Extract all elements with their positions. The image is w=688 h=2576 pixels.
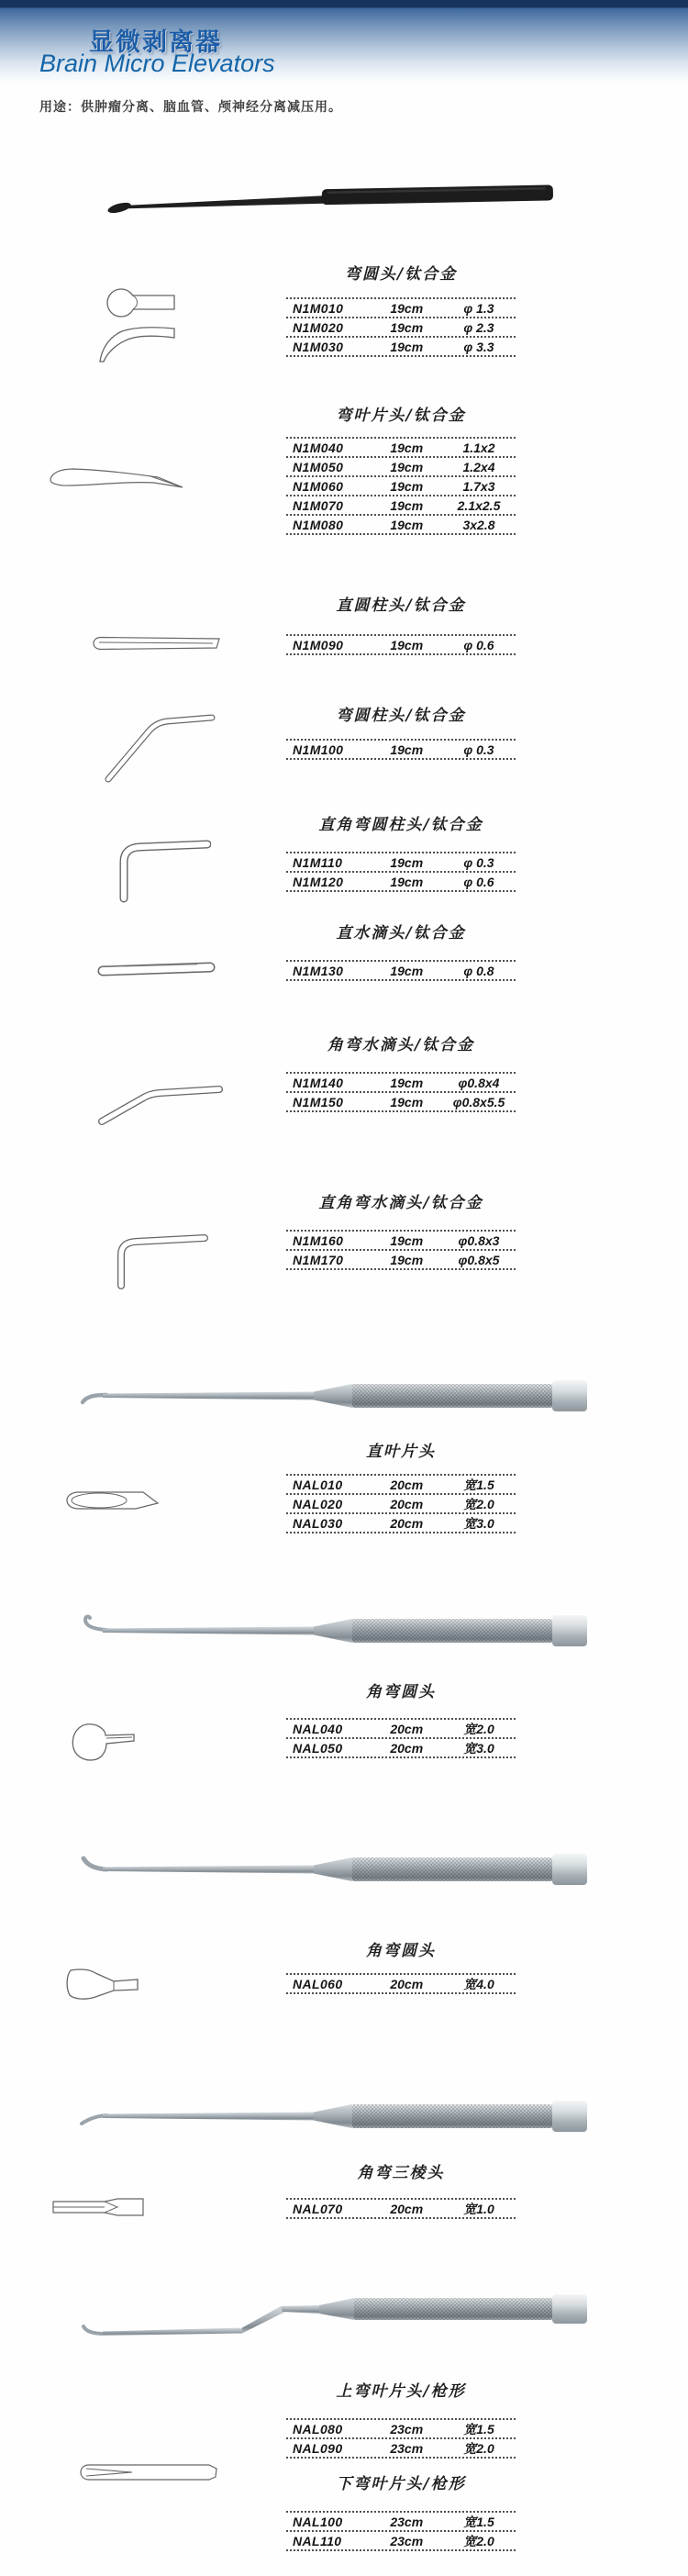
length-cell: 19cm	[390, 1252, 424, 1267]
table-row	[286, 2198, 516, 2217]
model-cell: NAL020	[293, 1497, 343, 1511]
section-title: 角弯水滴头/钛合金	[327, 1036, 475, 1054]
section-title: 弯圆柱头/钛合金	[336, 707, 466, 725]
table-row	[286, 852, 516, 871]
model-cell: NAL050	[293, 1741, 343, 1756]
model-cell: N1M040	[293, 440, 344, 455]
table-row	[286, 297, 516, 317]
table-row	[286, 1072, 516, 1091]
length-cell: 19cm	[390, 459, 424, 474]
section-title: 弯圆头/钛合金	[344, 265, 458, 284]
table-row	[286, 1249, 516, 1268]
tip-drawing-right-angle-droplet	[101, 1228, 209, 1292]
length-cell: 19cm	[390, 854, 424, 870]
spec-cell: φ 0.6	[463, 637, 494, 652]
length-cell: 19cm	[390, 319, 424, 335]
length-cell: 19cm	[390, 478, 424, 494]
section-title: 直圆柱头/钛合金	[336, 597, 466, 615]
length-cell: 19cm	[390, 963, 424, 978]
tip-drawing-curved-leaf-blade	[48, 464, 185, 494]
tip-drawing-fan-head	[62, 1966, 141, 2002]
model-cell: N1M050	[293, 459, 344, 474]
spec-cell: φ 3.3	[463, 339, 494, 354]
length-cell: 20cm	[390, 1977, 424, 1991]
tip-drawing-right-angle-cylinder	[103, 831, 211, 905]
length-cell: 19cm	[390, 637, 424, 652]
spec-table	[286, 739, 516, 760]
length-cell: 20cm	[390, 1722, 424, 1736]
spec-cell: 宽1.5	[463, 2515, 494, 2529]
tip-drawing-flat-tri-head	[51, 2197, 147, 2217]
spec-cell: 宽2.0	[463, 1497, 494, 1511]
model-cell: N1M080	[293, 517, 344, 532]
model-cell: N1M170	[293, 1252, 344, 1267]
model-cell: NAL110	[293, 2534, 342, 2548]
table-row	[286, 2511, 516, 2530]
model-cell: NAL030	[293, 1516, 343, 1531]
table-row	[286, 960, 516, 979]
spec-cell: φ 1.3	[463, 300, 494, 316]
photo-elevator-bayonet	[79, 2292, 594, 2346]
spec-cell: 宽2.0	[463, 2534, 494, 2548]
spec-table	[286, 437, 516, 535]
model-cell: NAL060	[293, 1977, 343, 1991]
length-cell: 20cm	[390, 2202, 424, 2216]
table-row	[286, 1737, 516, 1756]
spec-table	[286, 634, 516, 655]
model-cell: N1M010	[293, 300, 344, 316]
spec-table	[286, 960, 516, 981]
length-cell: 19cm	[390, 1232, 424, 1248]
model-cell: NAL010	[293, 1478, 343, 1492]
spec-table	[286, 1230, 516, 1270]
spec-cell: φ0.8x5	[458, 1252, 500, 1267]
table-row	[286, 739, 516, 758]
model-cell: N1M030	[293, 339, 344, 354]
page-title-english: Brain Micro Elevators	[39, 50, 275, 77]
model-cell: N1M100	[293, 742, 344, 757]
length-cell: 20cm	[390, 1478, 424, 1492]
spec-cell: 宽1.5	[463, 2422, 494, 2437]
length-cell: 23cm	[390, 2422, 424, 2437]
photo-elevator-hook-round-head	[79, 1611, 594, 1654]
table-row	[286, 2437, 516, 2457]
model-cell: N1M130	[293, 963, 344, 978]
spec-cell: 宽3.0	[463, 1741, 494, 1756]
section-title: 角弯圆头	[366, 1683, 436, 1701]
table-row	[286, 1230, 516, 1249]
spec-table	[286, 1973, 516, 1994]
photo-black-micro-elevator	[104, 176, 567, 224]
model-cell: NAL090	[293, 2441, 343, 2456]
spec-cell: φ 2.3	[463, 319, 494, 335]
spec-cell: 2.1x2.5	[457, 497, 501, 513]
spec-table	[286, 2418, 516, 2459]
model-cell: N1M150	[293, 1094, 344, 1110]
length-cell: 23cm	[390, 2441, 424, 2456]
table-row	[286, 1474, 516, 1493]
tip-drawing-straight-leaf	[64, 1489, 161, 1512]
table-row	[286, 2530, 516, 2549]
table-row	[286, 2418, 516, 2437]
section-title: 直角弯水滴头/钛合金	[318, 1194, 483, 1212]
photo-elevator-angled-tri-head	[79, 2098, 594, 2138]
section-title: 直角弯圆柱头/钛合金	[318, 816, 483, 834]
table-row	[286, 634, 516, 653]
table-row	[286, 871, 516, 890]
model-cell: NAL080	[293, 2422, 343, 2437]
photo-elevator-angled-round-head	[79, 1850, 594, 1892]
tip-drawing-straight-droplet	[96, 960, 216, 980]
table-row	[286, 336, 516, 355]
table-row	[286, 1091, 516, 1110]
spec-cell: 宽4.0	[463, 1977, 494, 1991]
spec-table	[286, 1718, 516, 1758]
spec-cell: 宽1.5	[463, 1478, 494, 1492]
model-cell: N1M110	[293, 854, 343, 870]
section-title: 上弯叶片头/枪形	[336, 2382, 466, 2401]
length-cell: 19cm	[390, 497, 424, 513]
tip-drawing-straight-cylinder	[92, 635, 222, 652]
length-cell: 19cm	[390, 517, 424, 532]
section-title: 弯叶片头/钛合金	[336, 407, 466, 425]
section-title: 直叶片头	[366, 1443, 436, 1461]
spec-cell: φ0.8x4	[458, 1075, 500, 1090]
photo-elevator-straight-leaf	[79, 1377, 594, 1419]
spec-cell: 宽2.0	[463, 1722, 494, 1736]
model-cell: N1M120	[293, 874, 344, 889]
spec-cell: 1.1x2	[462, 440, 495, 455]
table-row	[286, 1973, 516, 1992]
length-cell: 23cm	[390, 2534, 424, 2548]
model-cell: NAL070	[293, 2202, 343, 2216]
spec-cell: 1.7x3	[462, 478, 495, 494]
spec-cell: 1.2x4	[462, 459, 495, 474]
table-row	[286, 437, 516, 456]
model-cell: N1M070	[293, 497, 344, 513]
spec-cell: φ 0.3	[463, 742, 494, 757]
spec-table	[286, 297, 516, 357]
table-row	[286, 1718, 516, 1737]
page-title-chinese: 显微剥离器	[89, 28, 222, 56]
tip-drawing-bulb-head	[68, 1716, 138, 1766]
length-cell: 19cm	[390, 300, 424, 316]
length-cell: 19cm	[390, 1075, 424, 1090]
spec-cell: φ0.8x3	[458, 1232, 500, 1248]
model-cell: N1M020	[293, 319, 344, 335]
length-cell: 23cm	[390, 2515, 424, 2529]
table-row	[286, 495, 516, 514]
spec-cell: 宽1.0	[463, 2202, 494, 2216]
spec-table	[286, 1474, 516, 1533]
spec-cell: φ0.8x5.5	[452, 1094, 505, 1110]
spec-table	[286, 852, 516, 892]
table-row	[286, 475, 516, 495]
table-row	[286, 456, 516, 475]
model-cell: NAL100	[293, 2515, 343, 2529]
section-title: 直水滴头/钛合金	[336, 924, 466, 942]
section-title: 角弯圆头	[366, 1942, 436, 1960]
spec-cell: φ 0.6	[463, 874, 494, 889]
length-cell: 20cm	[390, 1516, 424, 1531]
table-row	[286, 317, 516, 336]
spec-cell: 3x2.8	[462, 517, 495, 532]
model-cell: N1M140	[293, 1075, 344, 1090]
length-cell: 19cm	[390, 742, 424, 757]
spec-cell: φ 0.8	[463, 963, 494, 978]
section-title: 角弯三棱头	[357, 2164, 445, 2182]
length-cell: 19cm	[390, 874, 424, 889]
tip-drawing-curved-blade	[94, 323, 179, 363]
length-cell: 19cm	[390, 339, 424, 354]
table-row	[286, 1493, 516, 1512]
spec-table	[286, 1072, 516, 1112]
length-cell: 20cm	[390, 1741, 424, 1756]
model-cell: N1M090	[293, 637, 344, 652]
model-cell: NAL040	[293, 1722, 343, 1736]
spec-cell: 宽3.0	[463, 1516, 494, 1531]
usage-description: 用途：供肿瘤分离、脑血管、颅神经分离减压用。	[39, 99, 342, 114]
tip-drawing-angled-droplet	[96, 1076, 225, 1128]
section-title: 下弯叶片头/枪形	[336, 2475, 466, 2493]
tip-drawing-bent-cylinder	[101, 707, 216, 784]
model-cell: N1M060	[293, 478, 344, 494]
model-cell: N1M160	[293, 1232, 344, 1248]
spec-cell: φ 0.3	[463, 854, 494, 870]
length-cell: 20cm	[390, 1497, 424, 1511]
spec-cell: 宽2.0	[463, 2441, 494, 2456]
tip-drawing-round-head	[104, 284, 177, 322]
table-row	[286, 1512, 516, 1532]
tip-drawing-channel-blade	[79, 2463, 218, 2481]
length-cell: 19cm	[390, 1094, 424, 1110]
length-cell: 19cm	[390, 440, 424, 455]
spec-table	[286, 2198, 516, 2219]
table-row	[286, 514, 516, 533]
spec-table	[286, 2511, 516, 2551]
